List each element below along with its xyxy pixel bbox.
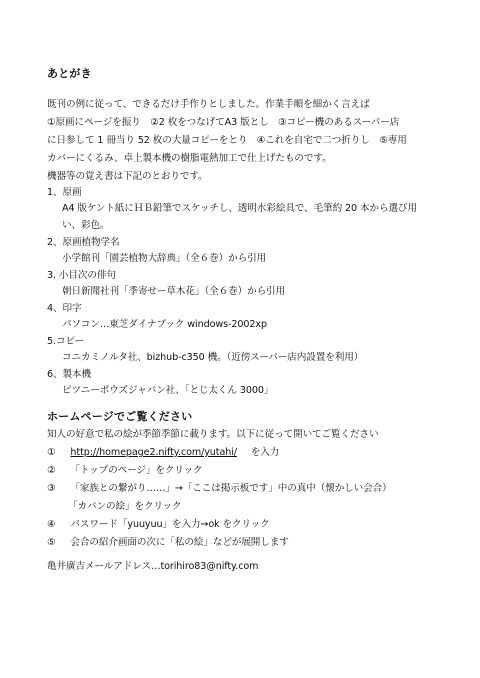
- step-3-continued: 「カバンの絵」をクリック: [68, 501, 182, 512]
- item-title-copy: 5.コピー: [47, 336, 85, 347]
- item-title-haiku: 3. 小目次の俳句: [47, 270, 116, 281]
- item-title-printing: 4、印字: [47, 303, 82, 314]
- item-line: パソコン…東芝ダイナブック windows-2002xp: [62, 319, 267, 330]
- step-4: [47, 518, 270, 531]
- step-number: ②: [47, 465, 56, 476]
- item-line: 朝日新聞社刊「季寄せー草木花」（全６巻）から引用: [62, 286, 286, 297]
- item-title-original-art: 1、原画: [47, 187, 82, 198]
- step-text: パスワード「yuuyuu」を入力→ok をクリック: [70, 519, 270, 530]
- step-1: [47, 446, 279, 459]
- item-line: ピツニーボウズジャパン社、「とじ太くん 3000」: [62, 385, 274, 396]
- intro-line: 機器等の覚え書は下記のとおりです。: [47, 171, 208, 182]
- intro-line: 既刊の例に従って、できるだけ手作りとしました。作業手順を細かく言えば: [47, 99, 370, 110]
- afterword-heading: あとがき: [47, 67, 92, 80]
- intro-line: に日参して 1 冊当り 52 枚の大量コピーをとり ④これを自宅で二つ折りし ⑤専用: [47, 135, 407, 146]
- intro-line: ①原画にページを振り ②2 枚をつなげてA3 版とし ③コピー機のあるスーパー店: [47, 117, 400, 128]
- item-line: コニカミノルタ社、bizhub-c350 機。（近傍スーパー店内設置を利用）: [62, 352, 364, 363]
- item-title-botanical-names: 2、原画植物学名: [47, 237, 120, 248]
- step-number: ①: [47, 447, 56, 458]
- item-line: A4 版ケント紙にＨＢ鉛筆でスケッチし、透明水彩絵具で、毛筆約 20 本から選び用: [62, 203, 417, 214]
- step-number: ③: [47, 483, 56, 494]
- item-line: い、彩色。: [62, 220, 110, 231]
- step-text: 会合の紹介画面の次に「私の絵」などが展開します: [70, 537, 289, 548]
- intro-line: カバーにくるみ、卓上製本機の樹脂電熱加工で仕上げたものです。: [47, 153, 332, 164]
- step-number: ④: [47, 519, 56, 530]
- step-5: [47, 536, 289, 549]
- homepage-url-link[interactable]: http://homepage2.nifty.com/yutahi/: [70, 447, 237, 458]
- homepage-intro: 知人の好意で私の絵が季節季節に載ります。以下に従って開いてご覧ください: [47, 429, 379, 440]
- step-text: を入力: [250, 447, 280, 458]
- homepage-heading: ホームページでご覧ください: [47, 410, 193, 423]
- item-title-binding-machine: 6、製本機: [47, 369, 91, 380]
- contact-email: 亀井廣吉メールアドレス…torihiro83@nifty.com: [47, 561, 259, 572]
- step-number: ⑤: [47, 537, 56, 548]
- step-text: 「トップのページ」をクリック: [70, 465, 203, 476]
- step-text: 「家族との繋がり……」→「ここは掲示板です」中の真中（懐かしい会合）: [70, 483, 392, 494]
- step-2: [47, 464, 202, 477]
- step-3: [47, 482, 392, 495]
- item-line: 小学館刊「園芸植物大辞典」（全６巻）から引用: [62, 253, 267, 264]
